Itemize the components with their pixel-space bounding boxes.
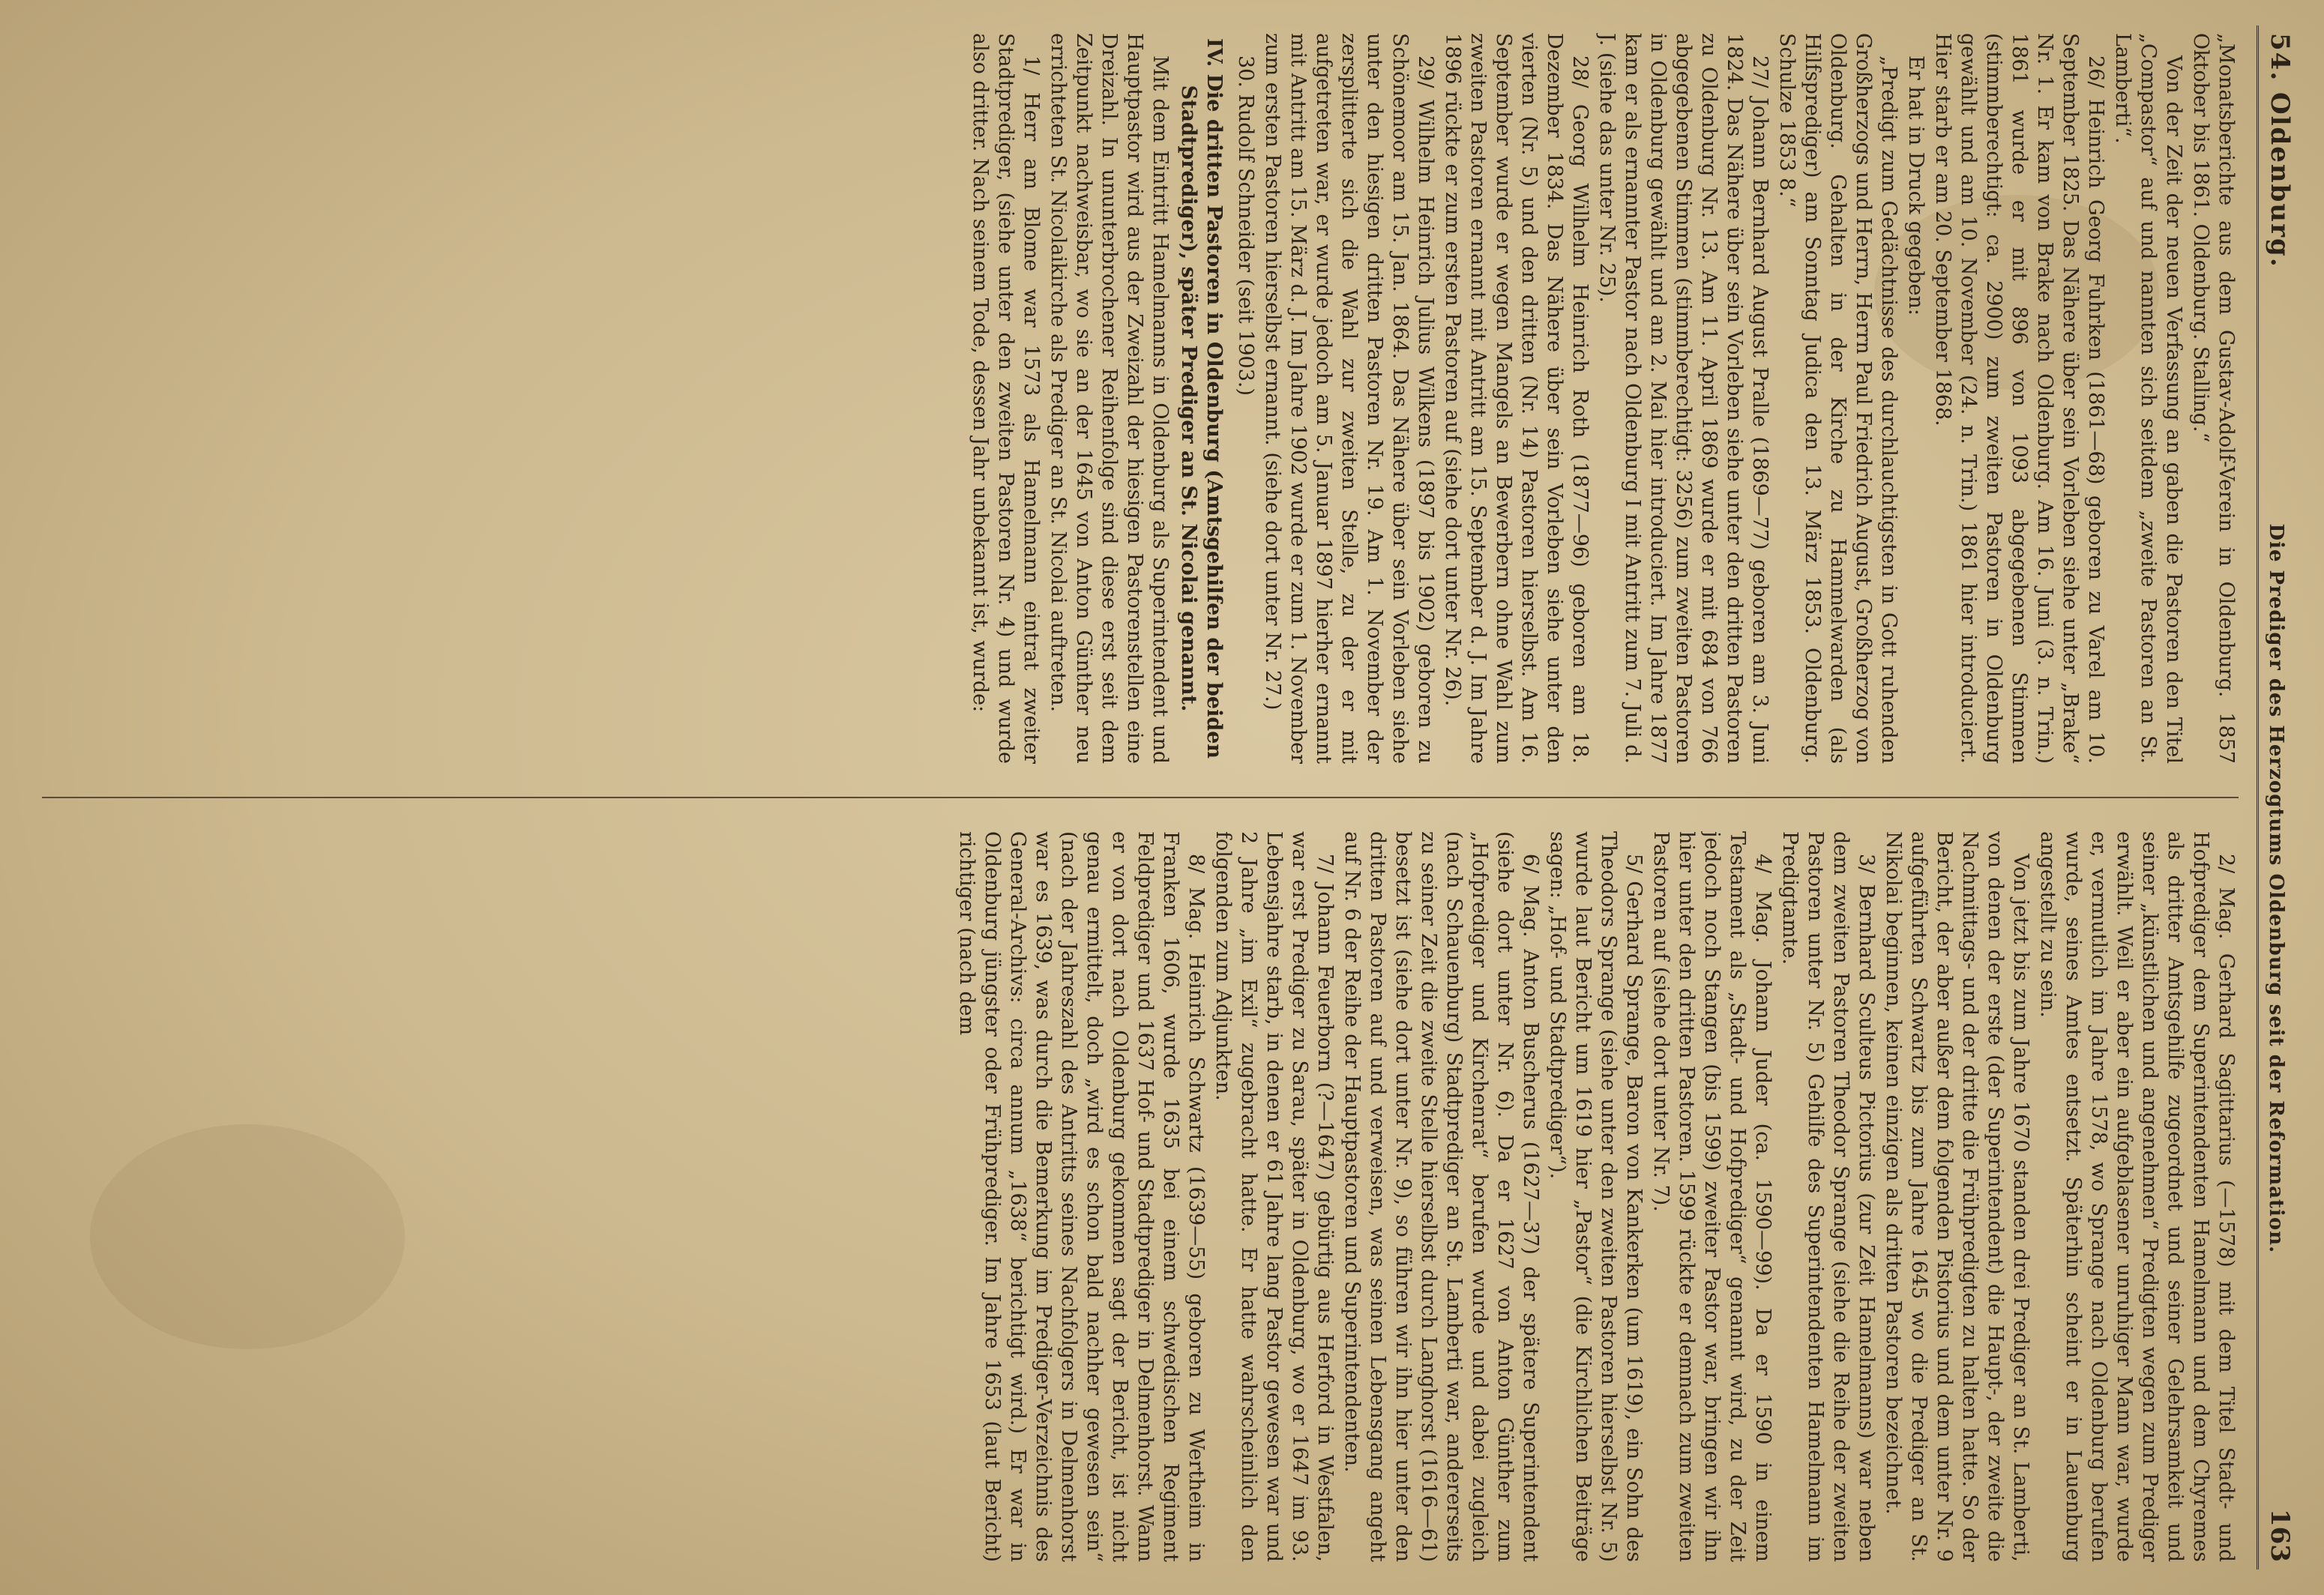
column-divider bbox=[42, 797, 2239, 798]
paragraph: 5/ Gerhard Sprange, Baron von Kankerken (um 1619), ein Sohn des Theodors Sprange (siehe unter den zweiten Pastoren hierselbst Nr. 5) wurde laut Bericht um 1619 hier „Pastor“ (die Kirchlichen Beiträge sagen: „Hof- und Stadtprediger“). bbox=[1546, 831, 1646, 1562]
section-heading: IV. Die dritten Pastoren in Oldenburg (Amtsgehilfen der beiden Stadtprediger), später Prediger an St. Nicolai genannt. bbox=[1177, 37, 1226, 759]
paragraph: 8/ Mag. Heinrich Schwartz (1639—55) geboren zu Wertheim in Franken 1606, wurde 1635 bei einem schwedischen Regiment Feldprediger und 1637 Hof- und Stadtprediger in Delmenhorst. Wann er von dort nach Oldenburg gekommen sagt der Bericht, ist nicht genau ermittelt, doch „wird es schon bald nachher gewesen sein“ (nach der Jahreszahl des Antritts seines Nachfolgers in Delmenhorst war es 1639, was durch die Bemerkung im Prediger-Verzeichnis des General-Archivs: circa annum „1638“ berichtigt wird.) Er war in Oldenburg jüngster oder Frühprediger. Im Jahre 1653 (laut Bericht) richtiger (nach dem bbox=[955, 831, 1208, 1562]
right-text-column bbox=[34, 831, 2239, 1562]
paragraph: 27/ Johann Bernhard August Pralle (1869—77) geboren am 3. Juni 1824. Das Nähere über sein Vorleben siehe unter den dritten Pastoren zu Oldenburg Nr. 13. Am 11. April 1869 wurde er mit 684 von 766 abgegebenen Stimmen (stimmberechtigt: 3256) zum zweiten Pastoren in Oldenburg gewählt und am 2. Mai hier introduciert. Im Jahre 1877 kam er als ernannter Pastor nach Oldenburg I mit Antritt zum 7. Juli d. J. (siehe das unter Nr. 25). bbox=[1595, 33, 1771, 764]
paragraph: Er hat in Druck gegeben: bbox=[1904, 55, 1927, 316]
paragraph: Mit dem Eintritt Hamelmanns in Oldenburg als Superintendent und Hauptpastor wird aus der Zweizahl der hiesigen Pastorenstellen eine Dreizahl. In ununterbrochener Reihenfolge sind diese erst seit dem Zeitpunkt nachweisbar, wo sie an der 1645 von Anton Günther neu errichteten St. Nicolaikirche als Prediger an St. Nicolai auftreten. bbox=[1047, 33, 1172, 764]
header-book-title: Die Prediger des Herzogtums Oldenburg seit der Reformation. bbox=[2265, 523, 2287, 1254]
paragraph: „Predigt zum Gedächtnisse des durchlauchtigsten in Gott ruhenden Großherzogs und Herrn, Herrn Paul Friedrich August, Großherzog von Oldenburg. Gehalten in der Kirche zu Hammelwarden (als Hilfsprediger) am Sonntag Judica den 13. März 1853. Oldenburg. Schulze 1853 8.“ bbox=[1775, 33, 1900, 764]
paragraph: Von jetzt bis zum Jahre 1670 standen drei Prediger an St. Lamberti, von denen der erste (der Superintendent) die Haupt-, der zweite die Nachmittags- und der dritte die Frühpredigten zu halten hatte. So der Bericht, der aber außer dem folgenden Pistorius und dem unter Nr. 9 aufgeführten Schwartz bis zum Jahre 1645 wo die Prediger an St. Nikolai beginnen, keinen einzigen als dritten Pastoren bezeichnet. bbox=[1882, 831, 2032, 1562]
paragraph: 7/ Johann Feuerborn (?—1647) gebürtig aus Herford in Westfalen, war erst Prediger zu Sarau, später in Oldenburg, wo er 1647 im 93. Lebensjahre starb, in denen er 61 Jahre lang Pastor gewesen war und 2 Jahre „im Exil“ zugebracht hatte. Er hatte wahrscheinlich den folgenden zum Adjunkten. bbox=[1211, 831, 1337, 1562]
paragraph: 6/ Mag. Anton Buscherus (1627—37) der spätere Superintendent (siehe dort unter Nr. 6). Da er 1627 von Anton Günther zum „Hofprediger und Kirchenrat“ berufen wurde und dabei zugleich (nach Schauenburg) Stadtprediger an St. Lamberti war, andererseits zu seiner Zeit die zweite Stelle hierselbst durch Langhorst (1616—61) besetzt ist (siehe dort unter Nr. 9), so führen wir ihn hier unter den dritten Pastoren auf und verweisen, was seinen Lebensgang angeht auf Nr. 6 der Reihe der Hauptpastoren und Superintendenten. bbox=[1340, 831, 1542, 1562]
paragraph: 2/ Mag. Gerhard Sagittarius (—1578) mit dem Titel Stadt- und Hofprediger dem Superintendenten Hamelmann und dem Chyremes als dritter Amtsgehilfe zugeordnet und seiner Gelehrsamkeit und seiner „künstlichen und angenehmen“ Predigten wegen zum Prediger erwählt. Weil er aber ein aufgeblasener unruhiger Mann war, wurde er, vermutlich im Jahre 1578, wo Sprange nach Oldenburg berufen wurde, seines Amtes entsetzt. Späterhin scheint er in Lauenburg angestellt zu sein. bbox=[2036, 831, 2238, 1562]
paragraph: 4/ Mag. Johann Juder (ca. 1590—99). Da er 1590 in einem Testament als „Stadt- und Hofprediger“ genannt wird, zu der Zeit jedoch noch Stangen (bis 1599) zweiter Pastor war, bringen wir ihn hier unter den dritten Pastoren. 1599 rückte er demnach zum zweiten Pastoren auf (siehe dort unter Nr. 7). bbox=[1649, 831, 1774, 1562]
paragraph: 1/ Herr am Blome war 1573 als Hamelmann eintrat zweiter Stadtprediger, (siehe unter den zweiten Pastoren Nr. 4) und wurde also dritter. Nach seinem Tode, dessen Jahr unbekannt ist, wurde: bbox=[969, 33, 1043, 764]
paragraph: Von der Zeit der neuen Verfassung an gaben die Pastoren den Titel „Compastor“ auf und nannten sich seitdem „zweite Pastoren an St. Lamberti“. bbox=[2111, 33, 2185, 764]
paragraph: 29/ Wilhelm Heinrich Julius Wilkens (1897 bis 1902) geboren zu Schönemoor am 15. Jan. 1864. Das Nähere über sein Vorleben siehe unter den hiesigen dritten Pastoren Nr. 19. Am 1. November der zersplitterte sich die Wahl zur zweiten Stelle, zu der er mit aufgetreten war, er wurde jedoch am 5. Januar 1897 hierher ernannt mit Antritt am 15. März d. J. Im Jahre 1902 wurde er zum 1. November zum ersten Pastoren hierselbst ernannt. (siehe dort unter Nr. 27.) bbox=[1261, 33, 1437, 764]
paragraph: 28/ Georg Wilhelm Heinrich Roth (1877—96) geboren am 18. Dezember 1834. Das Nähere über sein Vorleben siehe unter den vierten (Nr. 5) und den dritten (Nr. 14) Pastoren hierselbst. Am 16. September wurde er wegen Mangels an Bewerbern ohne Wahl zum zweiten Pastoren ernannt mit Antritt am 15. September d. J. Im Jahre 1896 rückte er zum ersten Pastoren auf (siehe dort unter Nr. 26). bbox=[1441, 33, 1592, 764]
page-number: 163 bbox=[2265, 1509, 2295, 1562]
paragraph: 30. Rudolf Schneider (seit 1903.) bbox=[1234, 55, 1257, 397]
header-section-title: 54. Oldenburg. bbox=[2265, 33, 2295, 268]
running-header bbox=[2257, 25, 2302, 1570]
paragraph: 3/ Bernhard Sculteus Pictorius (zur Zeit Hamelmanns) war neben dem zweiten Pastoren Theodor Sprange (siehe die Reihe der zweiten Pastoren unter Nr. 5) Gehilfe des Superintendenten Hamelmann im Predigtamte. bbox=[1778, 831, 1878, 1562]
paragraph: 26/ Heinrich Georg Fuhrken (1861—68) geboren zu Varel am 10. September 1825. Das Nähere über sein Vorleben siehe unter „Brake“ Nr. 1. Er kam von Brake nach Oldenburg. Am 16. Juni (3. n. Trin.) 1861 wurde er mit 896 von 1093 abgegebenen Stimmen (stimmberechtigt: ca. 2900) zum zweiten Pastoren in Oldenburg gewählt und am 10. November (24. n. Trin.) 1861 hier introduciert. Hier starb er am 20. September 1868. bbox=[1931, 33, 2107, 764]
rotated-page-content bbox=[22, 25, 2302, 1570]
left-text-column bbox=[34, 33, 2239, 764]
paragraph: „Monatsberichte aus dem Gustav-Adolf-Verein in Oldenburg. 1857 Oktober bis 1861. Oldenburg. Stalling.“ bbox=[2189, 33, 2238, 764]
